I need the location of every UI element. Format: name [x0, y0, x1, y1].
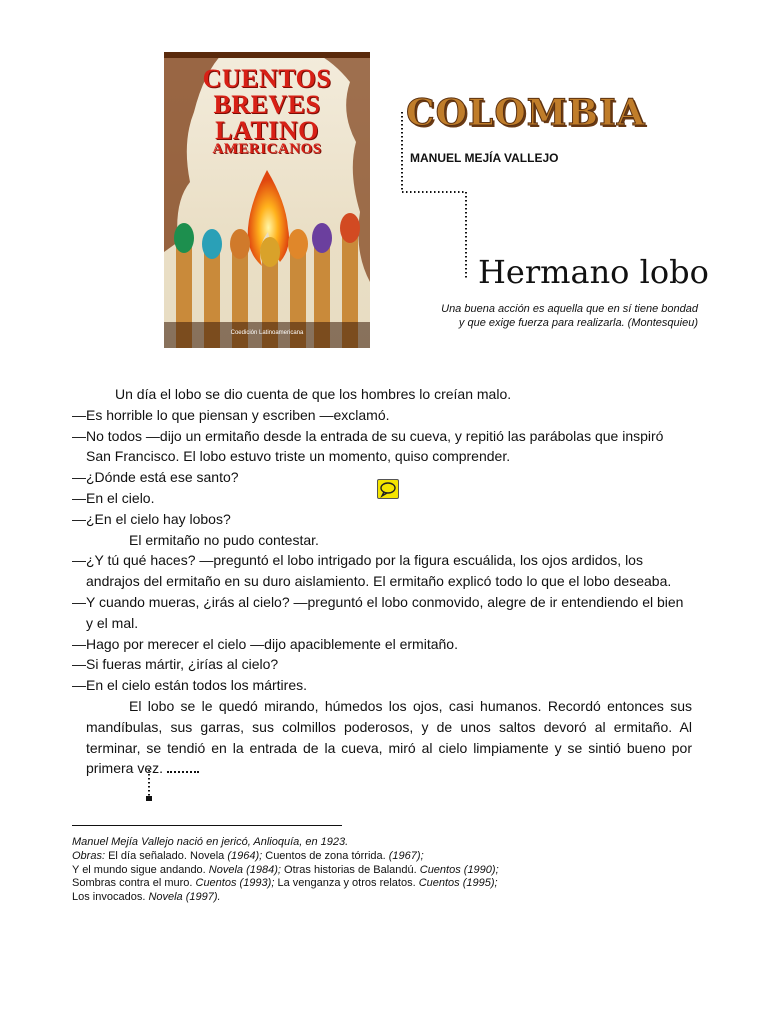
comment-annotation-icon[interactable] — [377, 479, 399, 499]
work-year: (1964); — [227, 849, 263, 862]
dotted-connector — [398, 110, 470, 280]
works-label: Obras: — [72, 849, 106, 862]
work-title: Cuentos de zona tórrida. — [262, 849, 389, 862]
end-mark — [144, 770, 154, 802]
work-year: (1967); — [388, 849, 424, 862]
dialogue-line: —No todos —dijo un ermitaño desde la entrada de su cueva, y repitió las parábolas que inspiró San Francisco. El lobo estuvo triste un momento, quiso comprender. — [72, 427, 664, 465]
works-line — [72, 891, 712, 905]
work-year: Cuentos (1990); — [419, 863, 499, 876]
work-title: La venganza y otros relatos. — [274, 877, 419, 890]
match-head — [174, 223, 194, 253]
author-name: MANUEL MEJÍA VALLEJO — [410, 151, 559, 165]
epigraph-line: Una buena acción es aquella que en sí tiene bondad — [441, 303, 698, 315]
country-title: COLOMBIA — [406, 92, 646, 134]
dialogue-line: —En el cielo están todos los mártires. — [72, 677, 307, 694]
story-title: Hermano lobo — [478, 253, 709, 291]
footnote-rule — [72, 825, 342, 826]
final-paragraph-text: El lobo se le quedó mirando, húmedos los ojos, casi humanos. Recordó entonces sus mandíbulas, sus garras, sus colmillos poderosos, y de unos saltos devoró al ermitaño. Al terminar, se tendió en la entrada de la cueva, miró al cielo limpiamente y se sintió bueno por primera vez. — [86, 697, 692, 777]
dialogue-line: —¿En el cielo hay lobos? — [72, 510, 231, 527]
epigraph — [400, 302, 698, 330]
cover-title-line: CUENTOS — [202, 64, 332, 93]
final-paragraph — [72, 696, 692, 779]
cover-title-line: AMERICANOS — [212, 141, 322, 157]
work-title: Sombras contra el muro. — [72, 877, 196, 890]
footnotes — [72, 836, 712, 905]
paragraph: El ermitaño no pudo contestar. — [129, 531, 319, 548]
work-year: Cuentos (1995); — [418, 877, 498, 890]
match-head — [340, 213, 360, 243]
work-title: Otras historias de Balandú. — [280, 863, 420, 876]
match-head — [312, 223, 332, 253]
match-head — [230, 229, 250, 259]
epigraph-line: y que exige fuerza para realizarla. (Montesquieu) — [458, 317, 698, 329]
dialogue-line: —Si fueras mártir, ¿irías al cielo? — [72, 656, 279, 673]
work-year: Novela (1984); — [208, 863, 281, 876]
work-year: Novela (1997). — [148, 891, 221, 904]
dialogue-line: —Y cuando mueras, ¿irás al cielo? —preguntó el lobo conmovido, alegre de ir entendiendo el bien y el mal. — [72, 593, 684, 631]
paragraph: Un día el lobo se dio cuenta de que los hombres lo creían malo. — [115, 386, 512, 402]
match-head — [260, 237, 280, 267]
cover-title-line: LATINO — [215, 116, 319, 145]
book-cover — [164, 52, 370, 348]
work-title: Y el mundo sigue andando. — [72, 863, 209, 876]
author-bio: Manuel Mejía Vallejo nació en jericó, Anlioquía, en 1923. — [72, 836, 349, 848]
end-dots — [167, 761, 199, 773]
dialogue-line: —¿Dónde está ese santo? — [72, 469, 239, 486]
dialogue-line: —Es horrible lo que piensan y escriben —exclamó. — [72, 406, 390, 423]
dialogue-line: —Hago por merecer el cielo —dijo apaciblemente el ermitaño. — [72, 635, 458, 652]
work-title: Los invocados. — [72, 891, 149, 904]
works-line — [72, 864, 712, 878]
match-head — [202, 229, 222, 259]
cover-publisher: Coedición Latinoamericana — [230, 330, 304, 336]
dialogue-line: —En el cielo. — [72, 489, 155, 506]
works-line — [72, 850, 712, 864]
work-title: El día señalado. Novela — [105, 849, 228, 862]
dialogue-line: —¿Y tú qué haces? —preguntó el lobo intrigado por la figura escuálida, los ojos ardidos, los andrajos del ermitaño en su duro aislamiento. El ermitaño explicó todo lo que el lobo deseaba. — [72, 552, 672, 590]
cover-title-line: BREVES — [213, 90, 321, 119]
work-year: Cuentos (1993); — [195, 877, 275, 890]
match-head — [288, 229, 308, 259]
works-line — [72, 877, 712, 891]
story-body — [72, 384, 692, 779]
